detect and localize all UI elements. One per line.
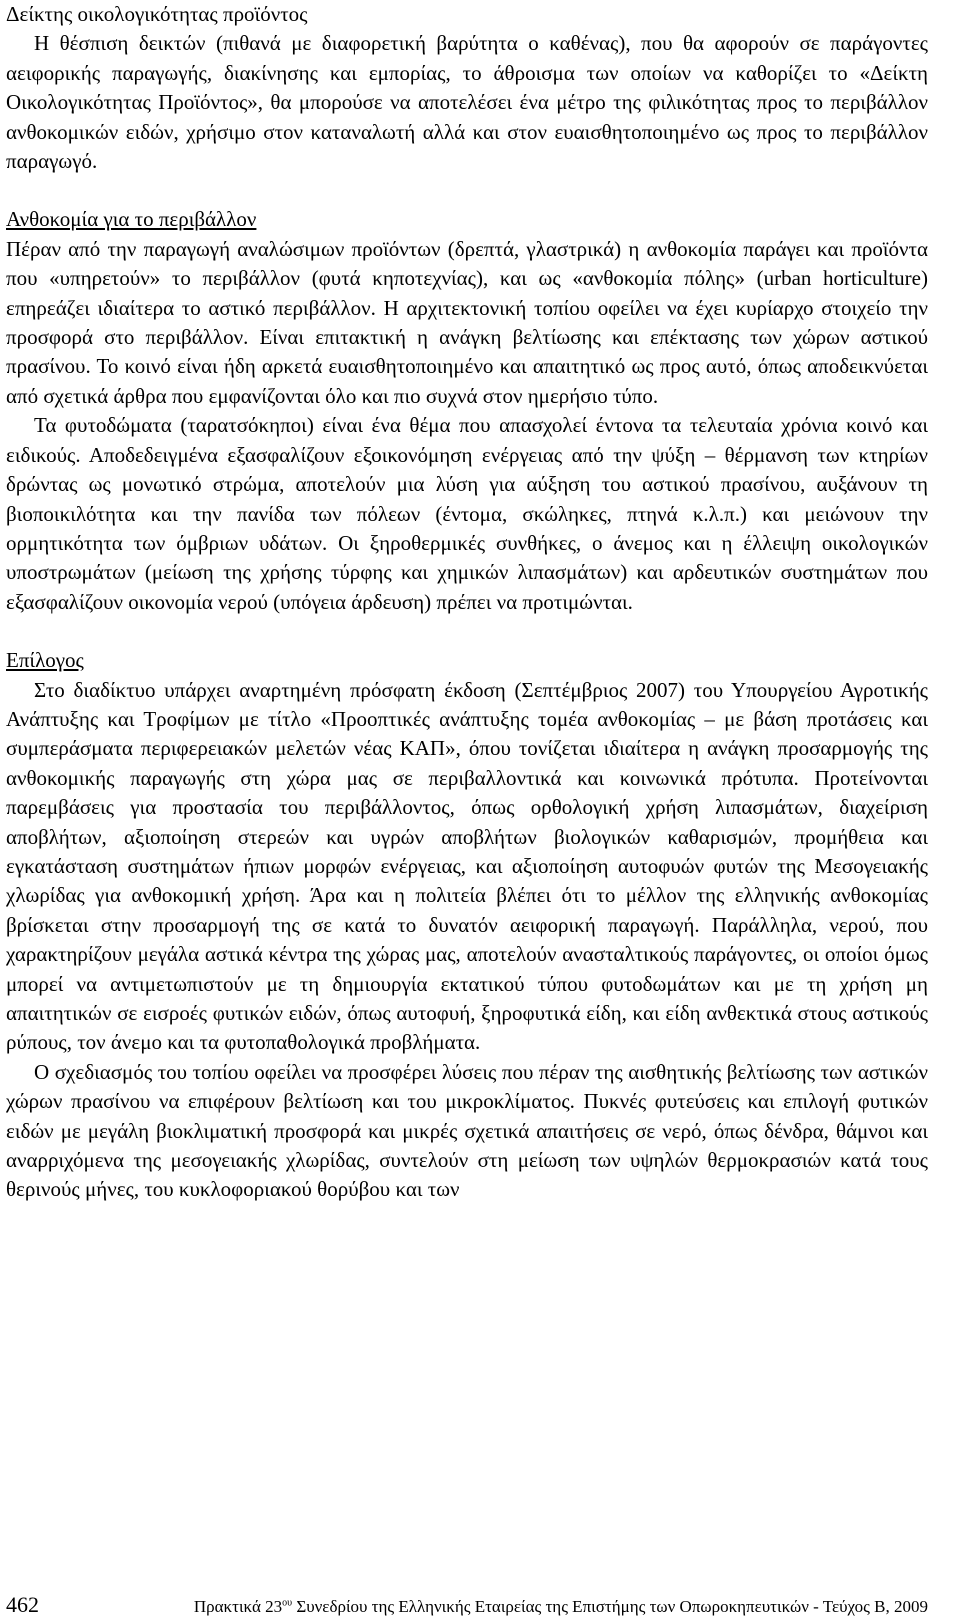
paragraph-eco-index: Η θέσπιση δεικτών (πιθανά με διαφορετική βαρύτητα ο καθένας), που θα αφορούν σε παράγοντες αειφορικής παραγωγής, διακίνησης και εμπορίας, το άθροισμα των οποίων να καθορίζει το «Δείκτη Οικολογικότητας Προϊόντος», θα μπορούσε να αποτελέσει ένα μέτρο της φιλικότητας προς το περιβάλλον ανθοκομικών ειδών, χρήσιμο στον καταναλωτή αλλά και στον ευαισθητοποιημένο ως προς το περιβάλλον παραγωγό. [6,31,928,174]
paragraph-epilogue-2: Ο σχεδιασμός του τοπίου οφείλει να προσφέρει λύσεις που πέραν της αισθητικής βελτίωσης των αστικών χώρων πρασίνου να επιφέρουν βελτίωση και του μικροκλίματος. Πυκνές φυτεύσεις και επιλογή φυτικών ειδών με μεγάλη βιοκλιματική προσφορά και μικρές σχετικά απαιτήσεις σε νερό, όπως δένδρα, θάμνοι και αναρριχόμενα της μεσογειακής χλωρίδας, συντελούν στη μείωση των υψηλών θερμοκρασιών κατά τους θερινούς μήνες, του κυκλοφοριακού θορύβου και των [6,1059,928,1202]
paragraph-floriculture-1: Πέραν από την παραγωγή αναλώσιμων προϊόντων (δρεπτά, γλαστρικά) η ανθοκομία παράγει και προϊόντα που «υπηρετούν» το περιβάλλον (φυτά κηποτεχνίας), και ως «ανθοκομία πόλης» (urban horticulture) επηρεάζει ιδιαίτερα το αστικό περιβάλλον. Η αρχιτεκτονική τοπίου οφείλει να έχει κυρίαρχο στοιχείο την προσφορά στο περιβάλλον. Είναι επιτακτική η ανάγκη βελτίωσης και επέκτασης των χώρων αστικού πρασίνου. Το κοινό είναι ήδη αρκετά ευαισθητοποιημένο και απαιτητικό ως προς αυτό, όπως αποδεικνύεται από σχετικά άρθρα που εμφανίζονται όλο και πιο συχνά στον ημερήσιο τύπο. [6,236,928,408]
paragraph-floriculture-2: Τα φυτοδώματα (ταρατσόκηποι) είναι ένα θέμα που απασχολεί έντονα τα τελευταία χρόνια κοινό και ειδικούς. Αποδεδειγμένα εξασφαλίζουν εξοικονόμηση ενέργειας από την ψύξη – θέρμανση των κτηρίων δρώντας ως μονωτικό στρώμα, αποτελούν μια λύση για αύξηση του αστικού πρασίνου, αυξάνουν τη βιοποικιλότητα και την πανίδα των πόλεων (έντομα, σκώληκες, πτηνά κ.λ.π.) και μειώνουν την ορμητικότητα των όμβριων υδάτων. Οι ξηροθερμικές συνθήκες, ο άνεμος και η έλλειψη οικολογικών υποστρωμάτων (μείωση της χρήσης τύρφης και χημικών λιπασμάτων) και αρδευτικών συστημάτων που εξασφαλίζουν οικονομία νερού (υπόγεια άρδευση) πρέπει να προτιμώνται. [6,413,928,614]
paragraph-epilogue-1: Στο διαδίκτυο υπάρχει αναρτημένη πρόσφατη έκδοση (Σεπτέμβριος 2007) του Υπουργείου Αγροτικής Ανάπτυξης και Τροφίμων με τίτλο «Προοπτικές ανάπτυξης τομέα ανθοκομίας – με βάση προτάσεις και συμπεράσματα περιφερειακών μελετών νέας ΚΑΠ», όπου τονίζεται ιδιαίτερα η ανάγκη προσαρμογής της ανθοκομικής παραγωγής στη χώρα μας σε περιβαλλοντικά και κοινωνικά πρότυπα. Προτείνονται παρεμβάσεις για προστασία του περιβάλλοντος, όπως ορθολογική χρήση λιπασμάτων, διαχείριση αποβλήτων, αξιοποίηση στερεών και υγρών αποβλήτων βιολογικών καθαρισμών, προμήθεια και εγκατάσταση συστημάτων ήπιων μορφών ενέργειας, και αξιοποίηση αυτοφυών φυτών της Μεσογειακής χλωρίδας για ανθοκομική χρήση. Άρα και η πολιτεία βλέπει ότι το μέλλον της ελληνικής ανθοκομίας βρίσκεται στην προσαρμογή της σε κατά το δυνατόν αειφορική παραγωγή. Παράλληλα, νερού, που χαρακτηρίζουν μεγάλα αστικά κέντρα της χώρας μας, αποτελούν ανασταλτικούς παράγοντες, οι οποίοι όμως μπορεί να αντιμετωπιστούν με τη δημιουργία εκτατικού τύπου φυτοδωμάτων και με τη χρήση μη απαιτητικών σε εισροές φυτικών ειδών, όπως αυτοφυή, ξηροφυτικά είδη, και είδη ανθεκτικά στους αστικούς ρύπους, τον άνεμο και τα φυτοπαθολογικά προβλήματα. [6,677,928,1055]
document-page [6,0,928,1205]
journal-prefix: Πρακτικά 23 [193,1597,283,1616]
section-spacer [6,617,928,646]
section-spacer [6,176,928,205]
section-title-floriculture-env: Ανθοκομία για το περιβάλλον [6,207,257,232]
section-title-epilogue: Επίλογος [6,648,84,673]
journal-suffix: Συνεδρίου της Ελληνικής Εταιρείας της Επιστήμης των Οπωροκηπευτικών - Τεύχος Β, 2009 [292,1597,928,1616]
page-number: 462 [6,1592,39,1617]
journal-ordinal-suffix: ου [282,1597,293,1609]
section-title-eco-index: Δείκτης οικολογικότητας προϊόντος [6,2,308,26]
journal-citation [194,1597,928,1617]
page-footer [6,1592,928,1620]
